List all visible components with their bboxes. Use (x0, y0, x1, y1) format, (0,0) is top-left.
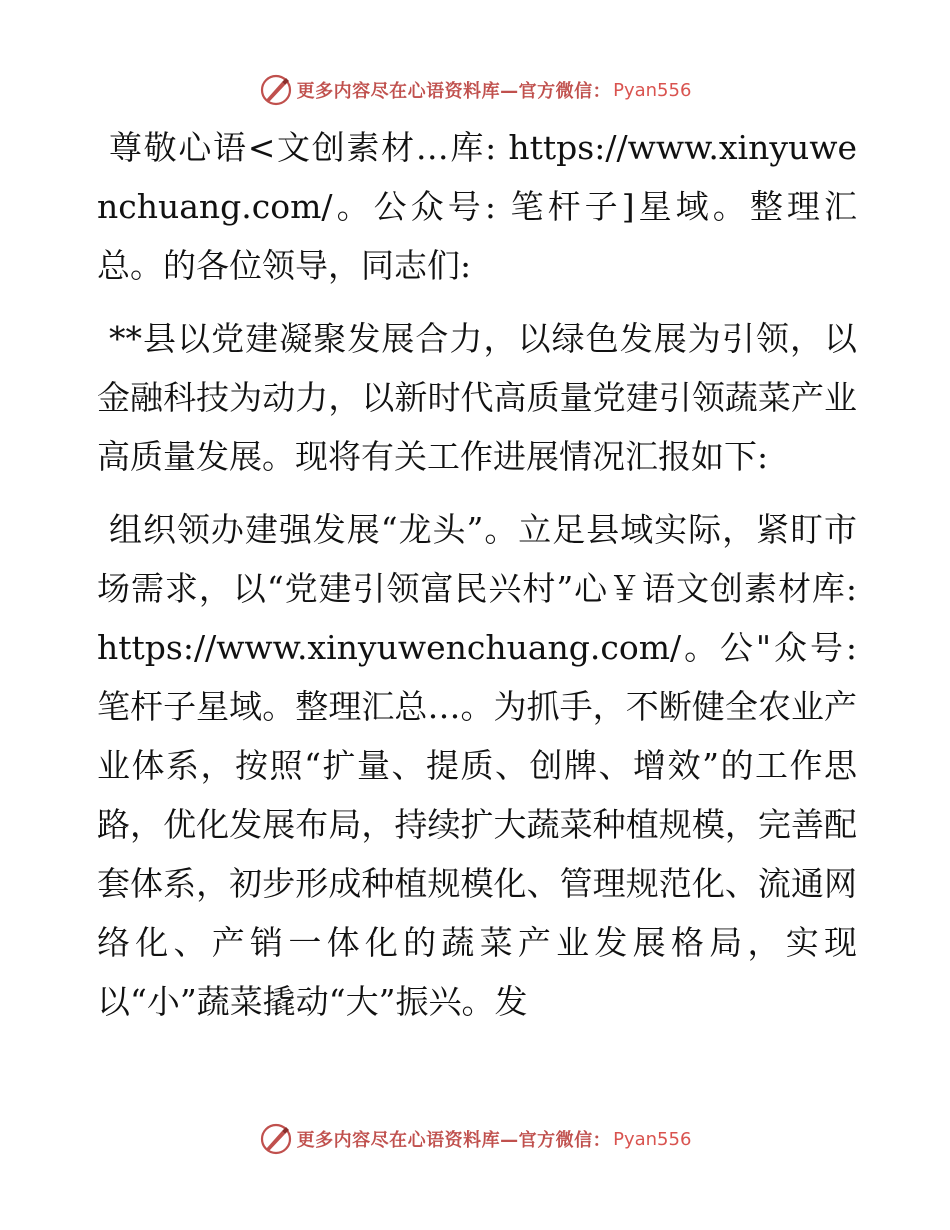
paragraph-intro (97, 309, 857, 486)
document-body (97, 118, 857, 1045)
pen-logo-icon (259, 73, 293, 107)
footer-banner (0, 1119, 950, 1159)
banner-text: 更多内容尽在心语资料库—官方微信： (296, 1130, 612, 1151)
pen-logo-icon (259, 1122, 293, 1156)
paragraph-section-one (97, 500, 857, 1031)
paragraph-text: 尊敬心语<文创素材…库: https://www.xinyuwenchuang.com/。公众号: 笔杆子]星域。整理汇总。的各位领导，同志们: (97, 128, 857, 285)
banner-wechat-id: Pyan556 (613, 79, 692, 101)
banner-wechat-id: Pyan556 (613, 1128, 692, 1150)
header-banner (0, 70, 950, 110)
paragraph-salutation (97, 118, 857, 295)
paragraph-text: **县以党建凝聚发展合力，以绿色发展为引领，以金融科技为动力，以新时代高质量党建引领蔬菜产业高质量发展。现将有关工作进展情况汇报如下: (97, 319, 857, 476)
paragraph-text: 组织领办建强发展“龙头”。立足县域实际，紧盯市场需求，以“党建引领富民兴村”心￥语文创素材库: https://www.xinyuwenchuang.com/。公"众号: 笔杆子星域。整理汇总…。为抓手，不断健全农业产业体系，按照“扩量、提质、创牌、增效”的工作思路，优化发展布局，持续扩大蔬菜种植规模，完善配套体系，初步形成种植规模化、管理规范化、流通网络化、产销一体化的蔬菜产业发展格局，实现以“小”蔬菜撬动“大”振兴。发 (97, 510, 857, 1021)
banner-text: 更多内容尽在心语资料库—官方微信： (296, 81, 612, 102)
